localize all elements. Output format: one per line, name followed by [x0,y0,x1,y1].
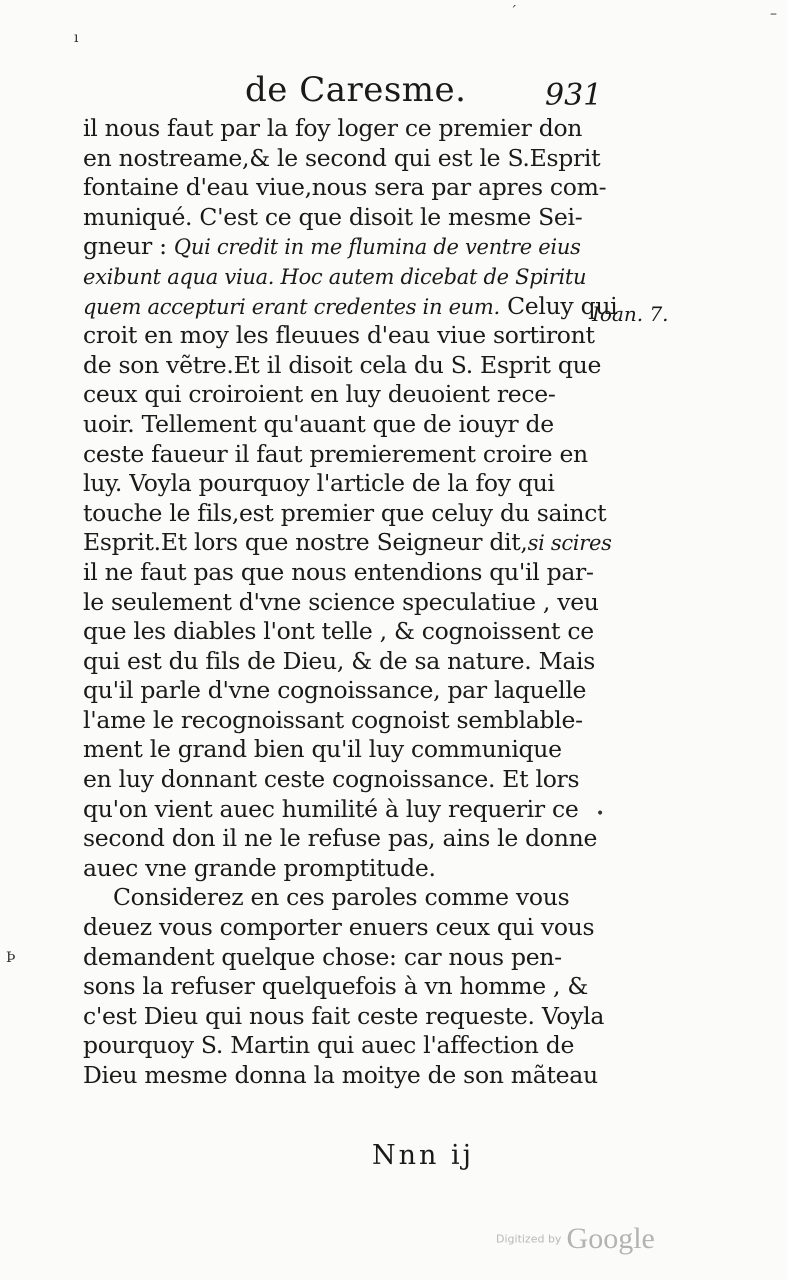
text-segment: qu'il parle d'vne cognoissance, par laquelle [83,676,587,705]
text-segment: pourquoy S. Martin qui auec l'affection de [83,1031,575,1060]
text-segment: touche le fils,est premier que celuy du sainct [83,498,607,527]
text-segment: qui est du fils de Dieu, & de sa nature. Mais [83,646,596,675]
latin-quotation: Qui credit in me flumina de ventre eius [173,235,581,260]
text-segment: croit en moy les fleuues d'eau viue sortiront [83,321,595,350]
text-line [83,321,595,351]
text-segment: il ne faut pas que nous entendions qu'il par- [83,557,594,586]
google-logo: Google [566,1222,655,1255]
latin-quotation: exibunt aqua viua. Hoc autem dicebat de Spiritu [83,264,587,289]
text-segment: c'est Dieu qui nous fait ceste requeste. Voyla [83,1001,605,1030]
text-line [83,1001,605,1032]
text-line [83,706,588,736]
page-number: 931 [545,78,603,113]
text-segment: Celuy qui [499,291,618,320]
text-line [83,735,588,765]
text-line [83,646,596,677]
text-segment: demandent quelque chose: car nous pen- [83,942,562,971]
ink-speck: – [770,6,777,22]
text-segment: gneur : [83,232,174,261]
text-line [83,1031,588,1061]
text-line [83,617,594,647]
text-segment: luy. Voyla pourquoy l'article de la foy qui [83,469,555,498]
text-line [83,1061,598,1091]
body-text [83,114,618,1091]
text-segment: en luy donnant ceste cognoissance. Et lors [83,765,580,794]
latin-quotation: si scires [527,531,612,556]
text-segment: l'ame le recognoissant cognoist semblable- [83,705,583,734]
text-line [83,143,601,174]
text-line [83,232,588,262]
text-line [83,440,588,470]
text-segment: second don il ne le refuse pas, ains le donne [83,824,598,853]
ink-speck: ı [74,30,79,46]
text-line [83,972,588,1002]
running-head: de Caresme. [245,70,467,110]
text-line [83,203,588,233]
text-line [83,114,588,144]
text-line [83,528,612,558]
text-line [83,854,588,884]
text-line [83,350,602,381]
text-line [83,291,618,322]
text-segment: sons la refuser quelquefois à vn homme , & [83,972,588,1001]
text-segment: muniqué. C'est ce que disoit le mesme Sei- [83,202,583,231]
text-segment: Considerez en ces paroles comme vous [113,883,570,912]
text-line [83,498,607,529]
text-line [83,410,588,440]
text-line [83,380,588,410]
text-segment: que les diables l'ont telle , & cognoissent ce [83,617,594,646]
latin-quotation: quem accepturi erant credentes in eum. [83,294,500,319]
text-segment: deuez vous comporter enuers ceux qui vous [83,913,595,942]
text-line [83,469,588,499]
text-segment: ceste faueur il faut premierement croire en [83,439,588,468]
ink-speck: Þ [6,950,16,966]
text-line [83,557,594,588]
text-segment: fontaine d'eau viue,nous sera par apres com- [83,173,607,202]
digitized-watermark [496,1222,655,1256]
ink-speck: • [596,806,605,822]
text-line [83,676,588,706]
text-segment: qu'on vient auec humilité à luy requerir ce [83,794,579,823]
text-line [83,824,598,854]
text-segment: il nous faut par la foy loger ce premier don [83,114,583,142]
text-line [83,262,588,292]
text-line [83,587,599,618]
signature-mark: Nnn ij [372,1140,474,1171]
text-line [83,765,588,795]
text-segment: auec vne grande promptitude. [83,853,436,882]
text-segment: ment le grand bien qu'il luy communique [83,735,562,764]
digitized-by-label: Digitized by [496,1232,562,1246]
text-segment: uoir. Tellement qu'auant que de iouyr de [83,409,554,438]
text-line [83,173,607,203]
text-segment: Dieu mesme donna la moitye de son mãteau [83,1061,598,1089]
text-segment: le seulement d'vne science speculatiue , veu [83,587,599,616]
margin-note: Ioan. 7. [592,302,669,326]
text-line [83,795,588,825]
text-line [83,943,588,973]
text-segment: Esprit.Et lors que nostre Seigneur dit, [83,528,528,557]
text-line [83,913,595,943]
ink-speck: ˊ [510,4,517,20]
text-segment: de son vẽtre.Et il disoit cela du S. Esprit que [83,350,602,379]
text-segment: en nostreame,& le second qui est le S.Esprit [83,143,601,172]
text-line [83,883,588,913]
text-segment: ceux qui croiroient en luy deuoient rece- [83,380,556,409]
